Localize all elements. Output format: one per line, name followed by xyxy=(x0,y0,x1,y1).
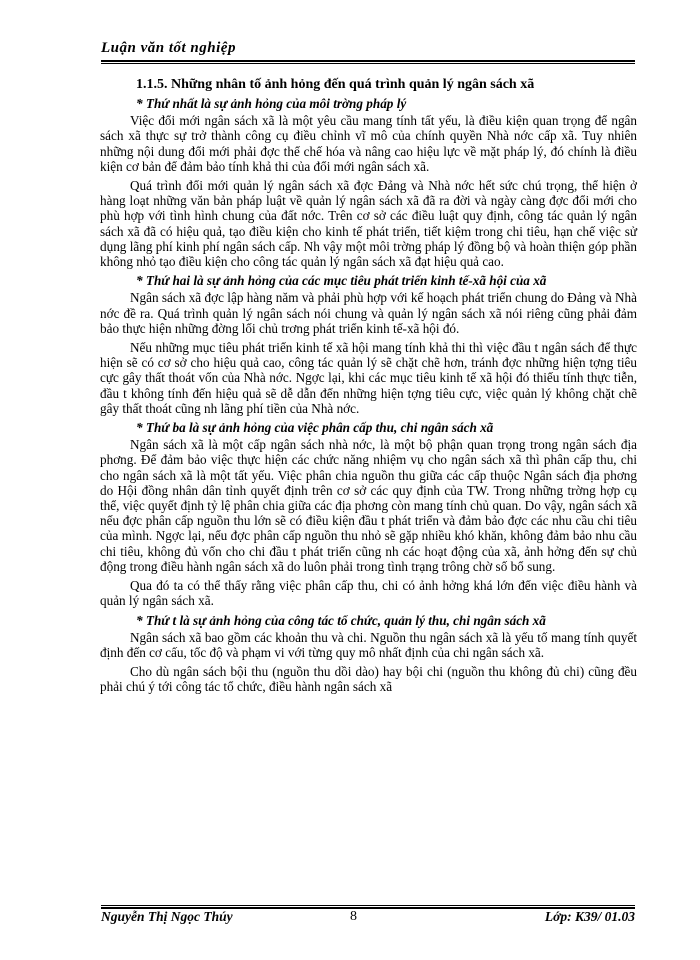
document-body xyxy=(100,73,637,699)
subheading: * Thứ t là sự ảnh hỏng của công tác tổ chức, quản lý thu, chi ngân sách xã xyxy=(136,612,546,628)
content-blocks xyxy=(100,96,637,695)
paragraph: Quá trình đổi mới quản lý ngân sách xã đợc Đảng và Nhà nớc hết sức chú trọng, thể hiện ở hàng loạt những văn bản pháp luật về quản lý ngân sách xã đã ra đời và ngày càng đợc đổi mới cho phù hợp với tình hình chung của đất nớc. Trên cơ sở các điều luật quy định, công tác quản lý ngân sách xã đã có hiệu quả, tạo điều kiện cho kinh tế phát triển, tiết kiệm trong chi tiêu, hạn chế việc sử dụng lãng phí kinh phí ngân sách cấp. Nh vậy một môi trờng pháp lý đồng bộ và hoàn thiện góp phần không nhỏ tạo điều kiện cho công tác quản lý ngân sách xã đạt hiệu quả cao. xyxy=(100,178,637,270)
paragraph: Việc đổi mới ngân sách xã là một yêu cầu mang tính tất yếu, là điều kiện quan trọng để ngân sách xã thực sự trở thành công cụ điều chỉnh vĩ mô của chính quyền Nhà nớc cấp xã. Tuy nhiên những nội dung đổi mới phải đợc thể chế hóa và nâng cao hiệu lực về mặt pháp lý, đó chính là điều kiện cơ bản để đảm bảo tính khả thi của đổi mới ngân sách xã. xyxy=(100,113,637,174)
subheading: * Thứ ba là sự ảnh hỏng của việc phân cấp thu, chi ngân sách xã xyxy=(136,420,494,436)
page-header: Luận văn tốt nghiệp xyxy=(101,40,236,56)
header-rule xyxy=(101,60,635,64)
paragraph: Ngân sách xã bao gồm các khoản thu và chi. Nguồn thu ngân sách xã là yếu tố mang tính quyết định đến cơ cấu, tốc độ và phạm vi với từng quy mô nhất định của chi ngân sách xã. xyxy=(100,629,637,660)
paragraph: Qua đó ta có thể thấy rằng việc phân cấp thu, chi có ảnh hởng khá lớn đến việc điều hành và quản lý ngân sách xã. xyxy=(100,578,637,609)
paragraph: Cho dù ngân sách bội thu (nguồn thu dồi dào) hay bội chi (nguồn thu không đủ chi) cũng đều phải chú ý tới công tác tổ chức, điều hành ngân sách xã xyxy=(100,664,637,695)
paragraph: Ngân sách xã là một cấp ngân sách nhà nớc, là một bộ phận quan trọng trong ngân sách địa phơng. Để đảm bảo việc thực hiện các chức năng nhiệm vụ cho ngân sách xã thì phân cấp thu, chi cho ngân sách xã là một tất yếu. Việc phân chia nguồn thu giữa các cấp thuộc Ngân sách địa phơng do Hội đồng nhân dân tỉnh quyết định trên cơ sở các quy định của TW. Trong những trờng hợp cụ thể, việc quyết định tỷ lệ phân chia giữa các địa phơng còn mang tính chủ quan. Do vậy, ngân sách xã nếu đợc phân cấp nguồn thu lớn sẽ có điều kiện đầu t phát triển và đảm bảo đợc các nhu cầu chi tiêu của mình. Ngợc lại, nếu đợc phân cấp nguồn thu nhỏ sẽ gặp nhiều khó khăn, không đảm bảo nhu cầu chi tiêu, không đủ vốn cho chi đầu t phát triển cũng nh các hoạt động của xã, ảnh hởng đến sự chủ động trong điều hành ngân sách xã do luôn phải trong tình trạng trông chờ số bổ sung. xyxy=(100,437,637,574)
footer-class: Lớp: K39/ 01.03 xyxy=(544,909,635,924)
subheading: * Thứ nhất là sự ảnh hỏng của môi trờng pháp lý xyxy=(136,96,407,111)
paragraph: Ngân sách xã đợc lập hàng năm và phải phù hợp với kế hoạch phát triển chung do Đảng và Nhà nớc đề ra. Quá trình quản lý ngân sách nói chung và quản lý ngân sách xã nói riêng cũng phải đảm bảo thực hiện những đờng lối chủ trơng phát triển kinh tế-xã hội đó. xyxy=(100,290,637,336)
paragraph: Nếu những mục tiêu phát triển kinh tế xã hội mang tính khả thi thì việc đầu t ngân sách để thực hiện sẽ có cơ sở cho hiệu quả cao, công tác quản lý sẽ chặt chẽ hơn, tránh đợc những hiện tợng tiêu cực gây thất thoát vốn của Nhà nớc. Ngợc lại, khi các mục tiêu kinh tế xã hội đó thiếu tính thực tiễn, đầu t không tính đến hiệu quả sẽ dễ dẫn đến những hiện tợng tiêu cực, việc quản lý không chặt chẽ gây thất thoát cũng nh lãng phí tiền của Nhà nớc. xyxy=(100,340,637,416)
footer-author: Nguyễn Thị Ngọc Thúy xyxy=(101,909,233,924)
section-title: 1.1.5. Những nhân tố ảnh hỏng đến quá trình quản lý ngân sách xã xyxy=(136,77,535,92)
page-number: 8 xyxy=(350,909,357,924)
subheading: * Thứ hai là sự ảnh hỏng của các mục tiêu phát triển kinh tế-xã hội của xã xyxy=(136,273,547,289)
